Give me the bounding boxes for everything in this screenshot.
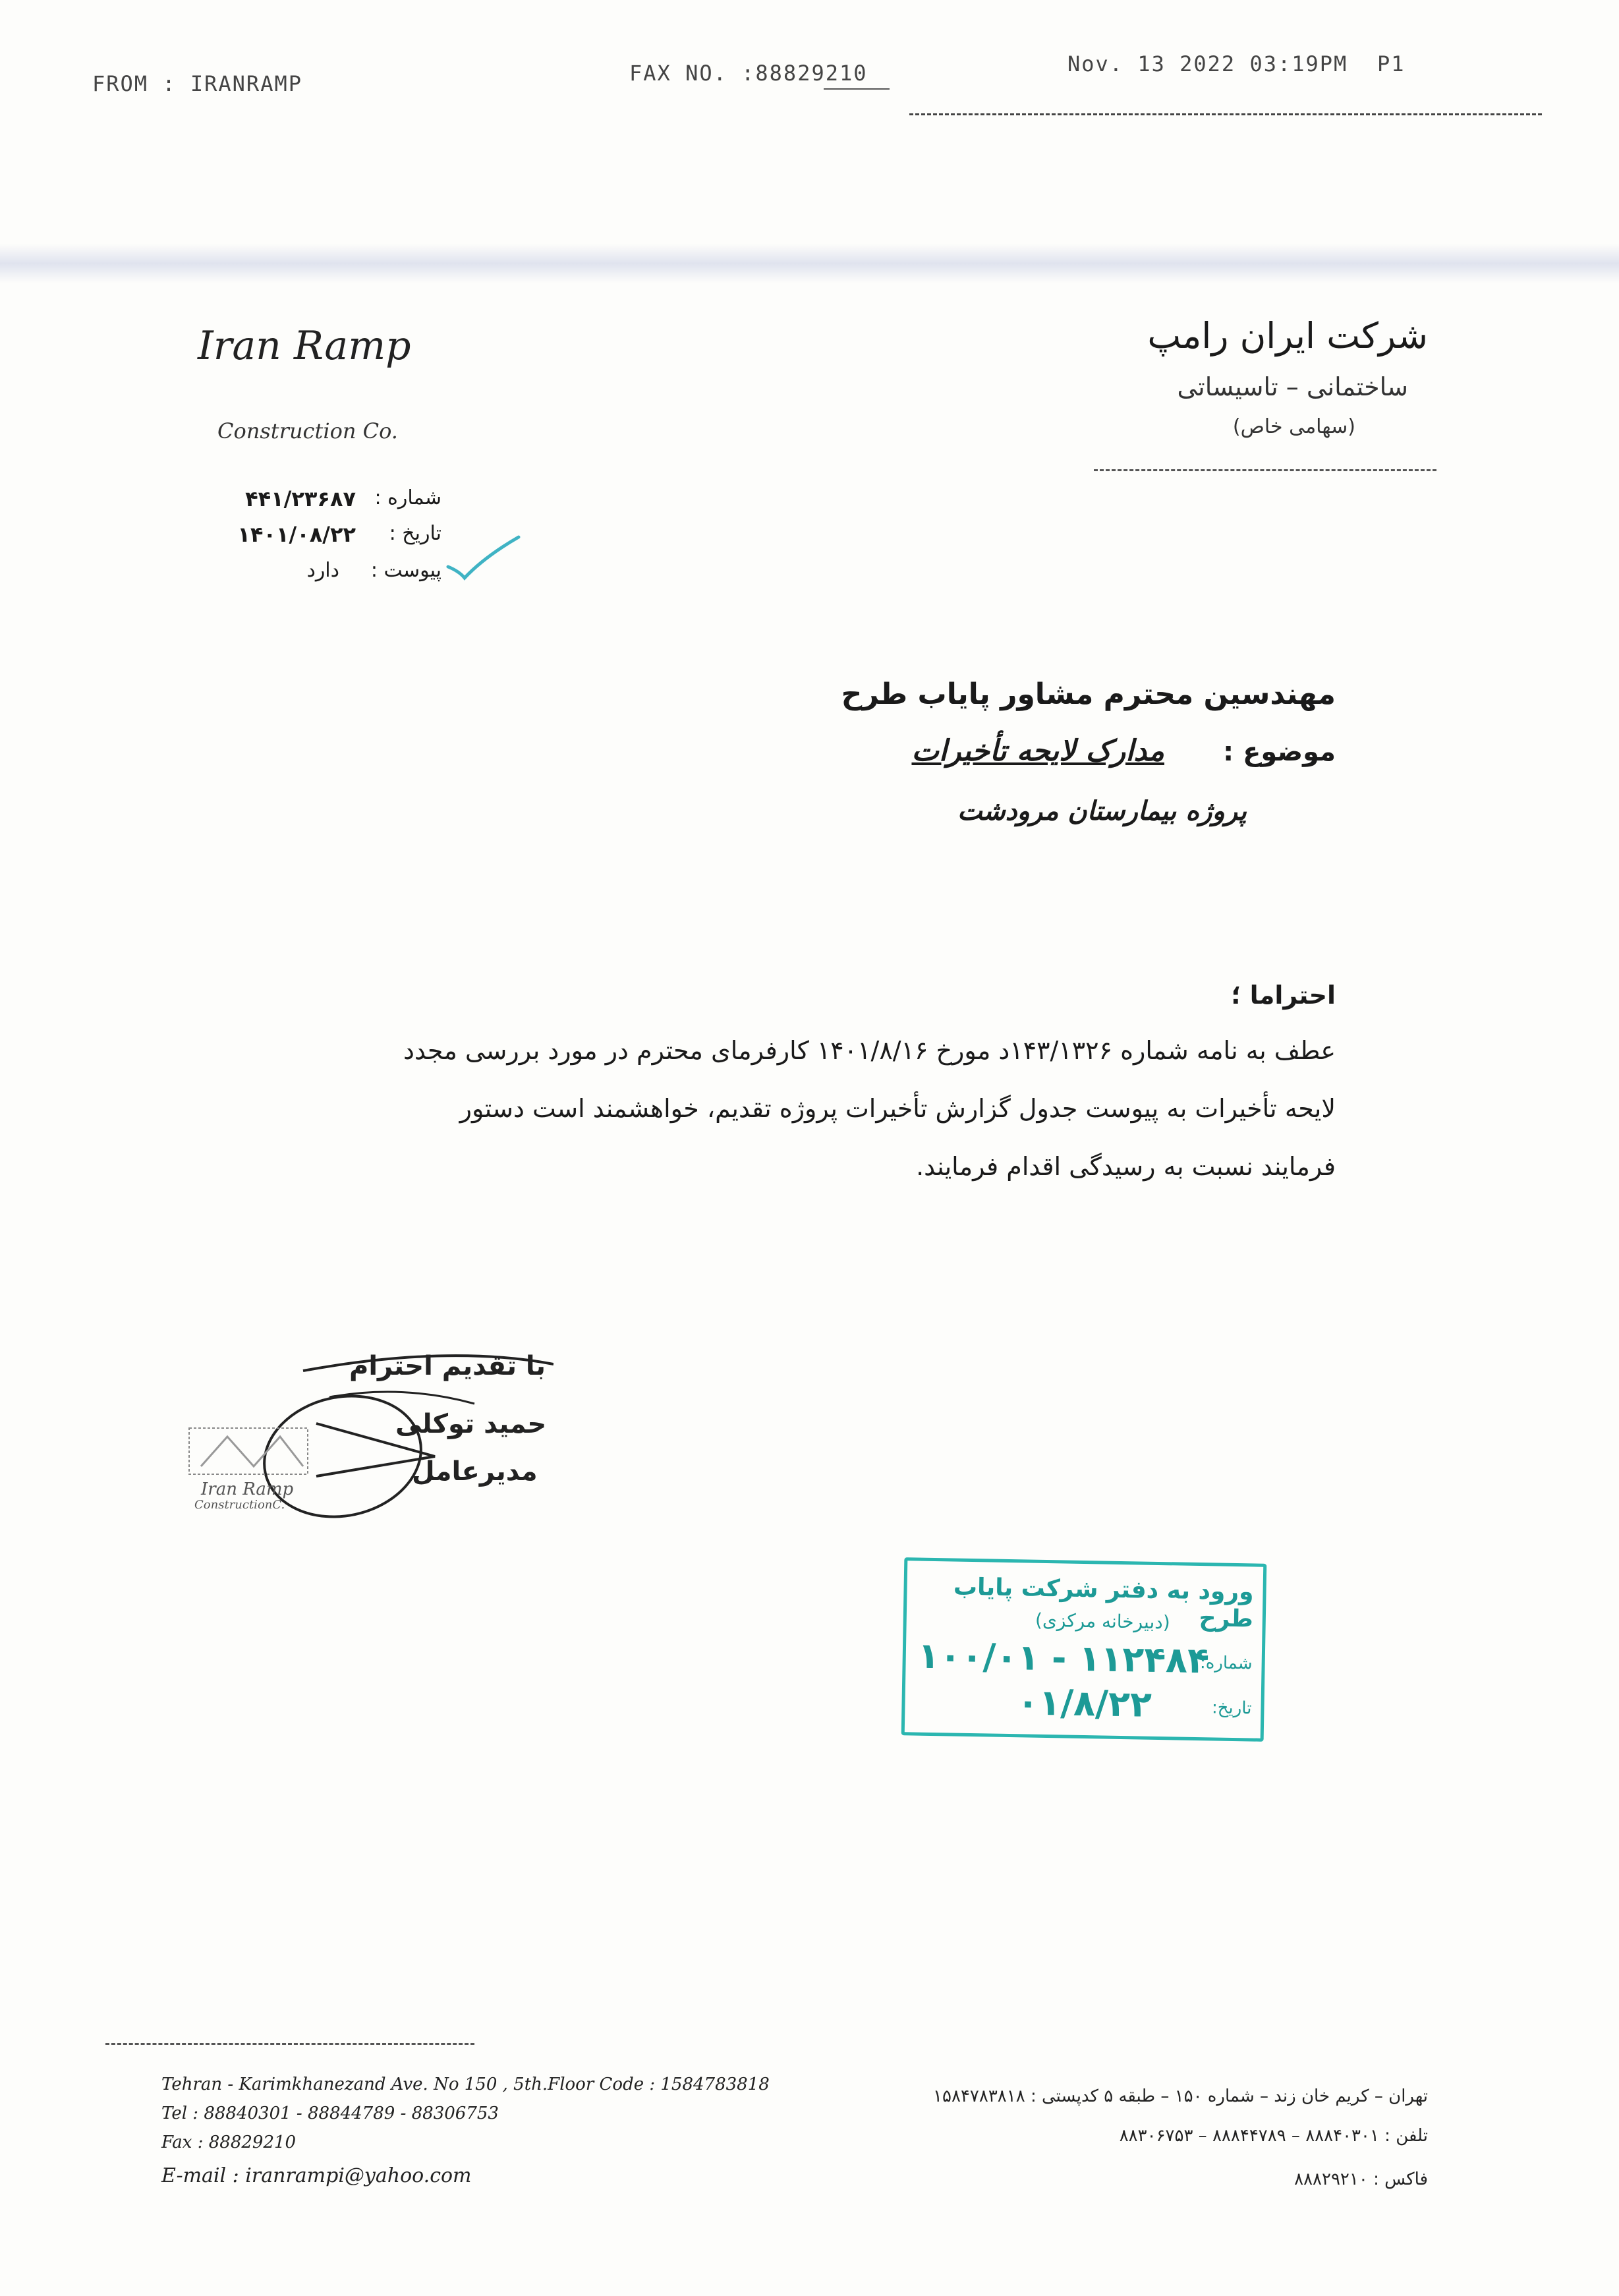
fax-underline — [824, 88, 890, 90]
subject-label: موضوع : — [1223, 737, 1336, 767]
fax-datetime: Nov. 13 2022 03:19PM — [1067, 51, 1348, 76]
footer-en-tel: Tel : 88840301 - 88844789 - 88306753 — [161, 2104, 499, 2123]
fax-page: P1 — [1377, 51, 1406, 76]
company-seal — [188, 1427, 320, 1512]
signature-closing: با تقدیم احترام — [349, 1351, 546, 1381]
subject-value: مدارک لایحه تأخیرات — [911, 734, 1164, 768]
stamp-number-label: شماره: — [1199, 1653, 1253, 1674]
letterhead-fa-name: شرکت ایران رامپ — [1147, 315, 1428, 357]
letterhead-fa-sub: ساختمانی – تاسیساتی — [1177, 372, 1408, 401]
attachment-label: پیوست : — [370, 559, 441, 582]
footer-rule — [105, 2043, 474, 2045]
number-value: ۴۴۱/۲۳۶۸۷ — [245, 486, 356, 511]
stamp-number-value: ۱۰۰/۰۱ - ۱۱۲۴۸۴ — [917, 1634, 1210, 1682]
number-label: شماره : — [374, 486, 441, 509]
footer-en-email: E-mail : iranrampi@yahoo.com — [161, 2164, 472, 2187]
stamp-sub: (دبیرخانه مرکزی) — [1035, 1609, 1171, 1634]
body-line-1: عطف به نامه شماره ۱۴۳/۱۳۲۶د مورخ ۱۴۰۱/۸/۱۶ کارفرمای محترم در مورد بررسی مجدد — [403, 1036, 1336, 1065]
footer-fa-address: تهران – کریم خان زند – شماره ۱۵۰ – طبقه ۵ کدپستی : ۱۵۸۴۷۸۳۸۱۸ — [933, 2086, 1428, 2106]
scan-band — [0, 244, 1619, 283]
salutation: احتراما ؛ — [1231, 981, 1336, 1010]
logo-en-name: Iran Ramp — [198, 323, 411, 369]
fax-header-rule — [909, 113, 1542, 115]
received-stamp — [901, 1557, 1267, 1742]
date-value: ۱۴۰۱/۰۸/۲۲ — [237, 522, 356, 547]
attachment-value: دارد — [306, 559, 339, 582]
footer-en-address: Tehran - Karimkhanezand Ave. No 150 , 5th.Floor Code : 1584783818 — [161, 2075, 770, 2094]
signature-name: حمید توکلی — [395, 1409, 547, 1439]
seal-pattern-icon — [188, 1427, 320, 1479]
seal-text-2: ConstructionC. — [194, 1498, 285, 1512]
footer-en-fax: Fax : 88829210 — [161, 2133, 297, 2152]
footer-fa-tel: تلفن : ۸۸۸۴۰۳۰۱ – ۸۸۸۴۴۷۸۹ – ۸۸۳۰۶۷۵۳ — [1119, 2126, 1428, 2146]
stamp-title: ورود به دفتر شرکت پایاب طرح — [953, 1573, 1254, 1633]
fax-from: FROM : IRANRAMP — [92, 71, 302, 96]
footer-fa-fax: فاکس : ۸۸۸۲۹۲۱۰ — [1294, 2169, 1428, 2189]
checkmark-icon — [445, 531, 524, 583]
letterhead-rule — [1094, 469, 1436, 471]
letterhead-fa-type: (سهامی خاص) — [1232, 415, 1355, 438]
body-line-2: لایحه تأخیرات به پیوست جدول گزارش تأخیرات پروژه تقدیم، خواهشمند است دستور — [459, 1094, 1336, 1123]
seal-text-1: Iran Ramp — [201, 1479, 294, 1499]
addressee-to: مهندسین محترم مشاور پایاب طرح — [841, 677, 1336, 711]
body-line-3: فرمایند نسبت به رسیدگی اقدام فرمایند. — [916, 1152, 1336, 1181]
project-name: پروژه بیمارستان مرودشت — [957, 796, 1247, 826]
logo-en-sub: Construction Co. — [217, 418, 398, 444]
stamp-date-value: ۰۱/۸/۲۲ — [1017, 1681, 1152, 1725]
signature-title: مدیرعامل — [412, 1456, 538, 1487]
fax-number: FAX NO. :88829210 — [629, 61, 868, 86]
stamp-date-label: تاریخ: — [1211, 1698, 1252, 1719]
date-label: تاریخ : — [389, 522, 441, 545]
